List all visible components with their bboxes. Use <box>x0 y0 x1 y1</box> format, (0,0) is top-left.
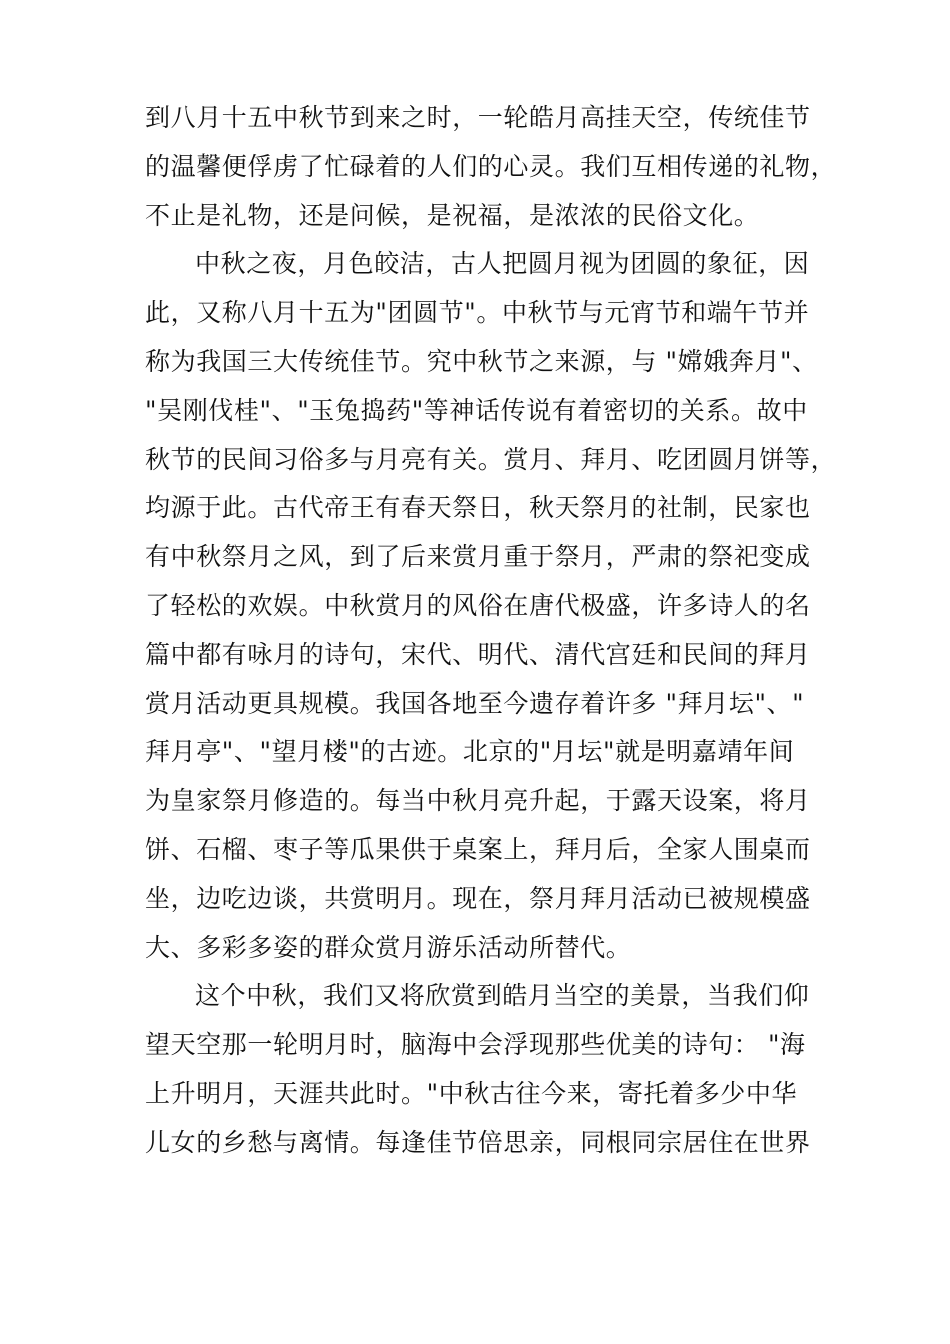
text-line: 均源于此。古代帝王有春天祭日，秋天祭月的社制，民家也 <box>145 493 811 523</box>
text-line: 有中秋祭月之风，到了后来赏月重于祭月，严肃的祭祀变成 <box>145 542 811 572</box>
text-line: 大、多彩多姿的群众赏月游乐活动所替代。 <box>145 932 632 962</box>
text-line: 拜月亭"、"望月楼"的古迹。北京的"月坛"就是明嘉靖年间 <box>145 737 795 767</box>
text-line: 望天空那一轮明月时，脑海中会浮现那些优美的诗句： "海 <box>145 1030 806 1060</box>
text-line: 儿女的乡愁与离情。每逢佳节倍思亲，同根同宗居住在世界 <box>145 1127 811 1157</box>
text-line: 为皇家祭月修造的。每当中秋月亮升起，于露天设案，将月 <box>145 786 811 816</box>
body-text <box>145 94 837 1168</box>
text-line: 篇中都有咏月的诗句，宋代、明代、清代宫廷和民间的拜月 <box>145 639 811 669</box>
text-line: 此，又称八月十五为"团圆节"。中秋节与元宵节和端午节并 <box>145 298 810 328</box>
text-line: 秋节的民间习俗多与月亮有关。赏月、拜月、吃团圆月饼等， <box>145 444 837 474</box>
text-line: 饼、石榴、枣子等瓜果供于桌案上，拜月后，全家人围桌而 <box>145 834 811 864</box>
paragraph-first-line: 这个中秋，我们又将欣赏到皓月当空的美景，当我们仰 <box>195 981 810 1011</box>
text-line: "吴刚伐桂"、"玉兔捣药"等神话传说有着密切的关系。故中 <box>145 395 808 425</box>
text-line: 了轻松的欢娱。中秋赏月的风俗在唐代极盛，许多诗人的名 <box>145 590 811 620</box>
text-line: 坐，边吃边谈，共赏明月。现在，祭月拜月活动已被规模盛 <box>145 883 811 913</box>
text-line: 到八月十五中秋节到来之时，一轮皓月高挂天空，传统佳节 <box>145 103 811 132</box>
text-line: 的温馨便俘虏了忙碌着的人们的心灵。我们互相传递的礼物， <box>145 151 837 181</box>
text-line: 称为我国三大传统佳节。究中秋节之来源，与 "嫦娥奔月"、 <box>145 346 818 376</box>
paragraph-first-line: 中秋之夜，月色皎洁，古人把圆月视为团圆的象征，因 <box>195 249 810 279</box>
text-line: 赏月活动更具规模。我国各地至今遗存着许多 "拜月坛"、" <box>145 688 805 718</box>
text-line: 不止是礼物，还是问候，是祝福，是浓浓的民俗文化。 <box>145 200 760 230</box>
text-line: 上升明月，天涯共此时。"中秋古往今来，寄托着多少中华 <box>145 1078 798 1108</box>
